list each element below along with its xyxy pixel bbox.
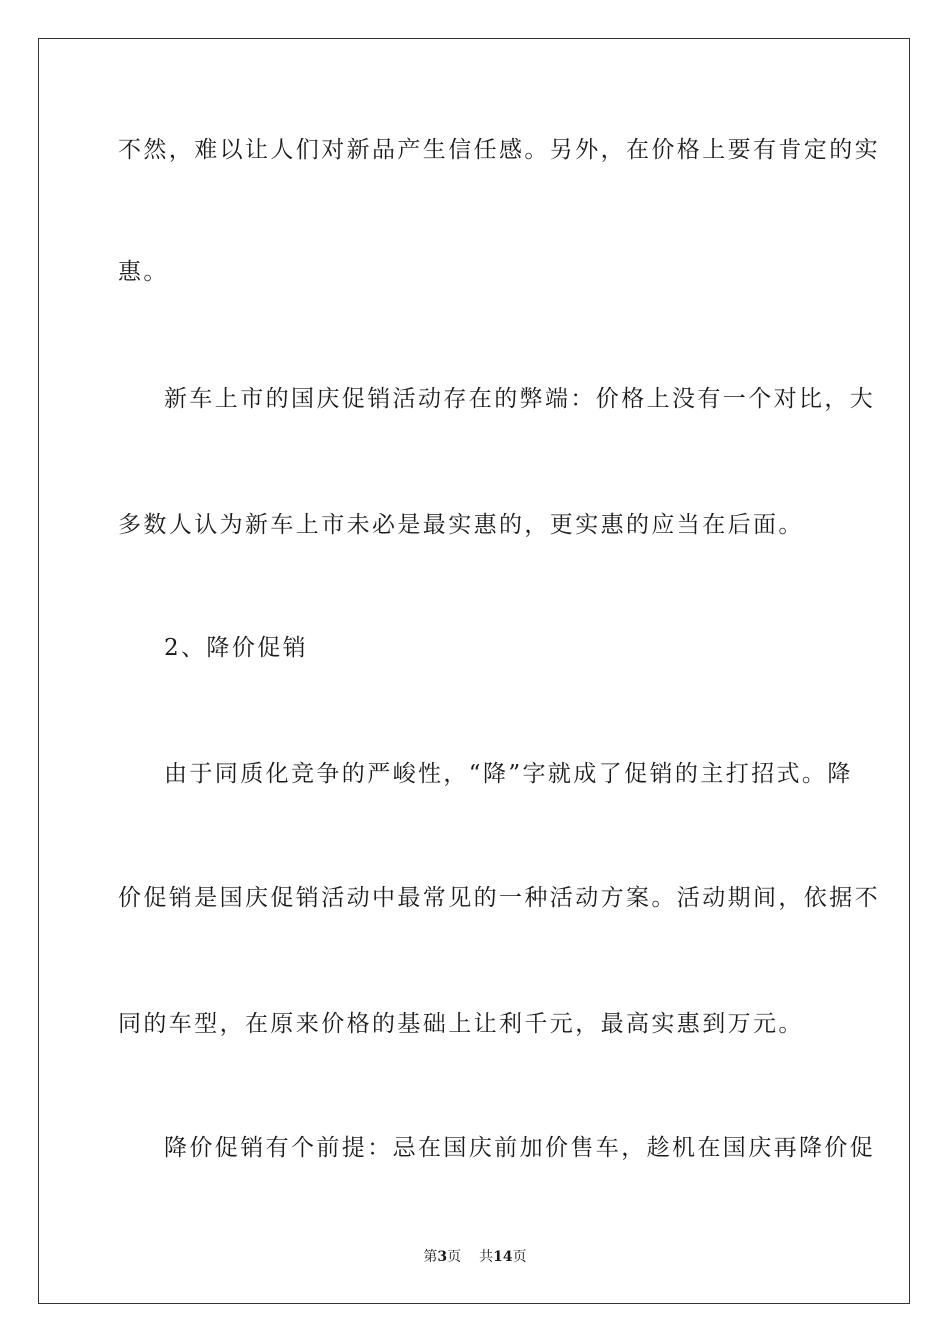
page-prefix: 第 — [423, 1249, 438, 1265]
page-footer — [0, 1248, 950, 1266]
page-number: 3 — [437, 1249, 448, 1265]
total-prefix: 共 — [479, 1249, 494, 1265]
section-heading: 2、降价促销 — [164, 635, 309, 661]
text-line: 惠。 — [118, 259, 169, 285]
text-line: 不然，难以让人们对新品产生信任感。另外，在价格上要有肯定的实 — [118, 137, 880, 163]
text-line: 同的车型，在原来价格的基础上让利千元，最高实惠到万元。 — [118, 1011, 804, 1037]
paragraph-start-line: 新车上市的国庆促销活动存在的弊端：价格上没有一个对比，大 — [164, 386, 876, 412]
total-suffix: 页 — [512, 1249, 527, 1265]
page-border — [38, 38, 910, 1304]
paragraph-start-line: 由于同质化竞争的严峻性，“降”字就成了促销的主打招式。降 — [164, 761, 853, 787]
total-pages: 14 — [493, 1249, 513, 1265]
page-suffix: 页 — [447, 1249, 462, 1265]
text-line: 价促销是国庆促销活动中最常见的一种活动方案。活动期间，依据不 — [118, 885, 880, 911]
text-line: 多数人认为新车上市未必是最实惠的，更实惠的应当在后面。 — [118, 512, 804, 538]
paragraph-start-line: 降价促销有个前提：忌在国庆前加价售车，趁机在国庆再降价促 — [164, 1135, 876, 1161]
